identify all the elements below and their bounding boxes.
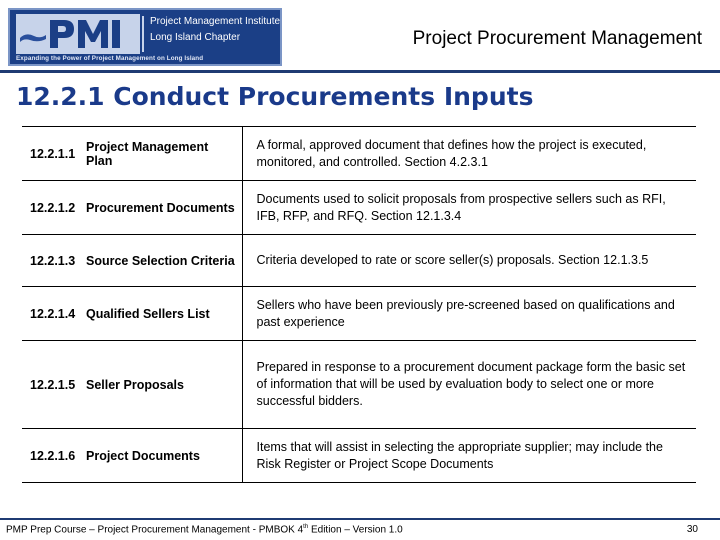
input-name: Procurement Documents <box>84 181 242 235</box>
input-id: 12.2.1.4 <box>22 287 84 341</box>
table-row <box>22 127 696 181</box>
input-name: Project Management Plan <box>84 127 242 181</box>
input-name: Seller Proposals <box>84 341 242 429</box>
footer-rule <box>0 518 720 520</box>
table-row <box>22 181 696 235</box>
table-row <box>22 429 696 483</box>
logo-org-name: Project Management Institute <box>150 16 281 27</box>
table-row <box>22 341 696 429</box>
table-row <box>22 287 696 341</box>
header-rule <box>0 70 720 73</box>
input-name: Source Selection Criteria <box>84 235 242 287</box>
header-title: Project Procurement Management <box>412 28 702 49</box>
page-number: 30 <box>686 524 698 535</box>
input-id: 12.2.1.5 <box>22 341 84 429</box>
footer-text-main: PMP Prep Course – Project Procurement Management - PMBOK 4 <box>6 524 304 536</box>
inputs-table <box>22 126 696 483</box>
table-row <box>22 235 696 287</box>
logo-divider <box>142 16 144 52</box>
input-description: Items that will assist in selecting the appropriate supplier; may include the Risk Register or Project Scope Documents <box>242 429 696 483</box>
pmi-logo-mark <box>16 14 140 54</box>
logo-tagline: Expanding the Power of Project Management on Long Island <box>16 55 204 62</box>
input-name: Project Documents <box>84 429 242 483</box>
page-title: 12.2.1 Conduct Procurements Inputs <box>16 82 534 111</box>
input-id: 12.2.1.1 <box>22 127 84 181</box>
input-description: A formal, approved document that defines how the project is executed, monitored, and controlled. Section 4.2.3.1 <box>242 127 696 181</box>
input-name: Qualified Sellers List <box>84 287 242 341</box>
input-description: Prepared in response to a procurement document package form the basic set of information that will be used by evaluation body to select one or more successful bidders. <box>242 341 696 429</box>
logo-chapter-name: Long Island Chapter <box>150 32 241 43</box>
input-description: Documents used to solicit proposals from prospective sellers such as RFI, IFB, RFP, and RFQ. Section 12.1.3.4 <box>242 181 696 235</box>
input-id: 12.2.1.2 <box>22 181 84 235</box>
footer-edition-suffix: th <box>303 524 309 530</box>
input-id: 12.2.1.6 <box>22 429 84 483</box>
footer-course-info <box>6 524 403 535</box>
pmi-chapter-logo <box>8 8 282 66</box>
footer-text-version: Edition – Version 1.0 <box>308 524 403 536</box>
input-description: Criteria developed to rate or score seller(s) proposals. Section 12.1.3.5 <box>242 235 696 287</box>
input-description: Sellers who have been previously pre-screened based on qualifications and past experience <box>242 287 696 341</box>
input-id: 12.2.1.3 <box>22 235 84 287</box>
